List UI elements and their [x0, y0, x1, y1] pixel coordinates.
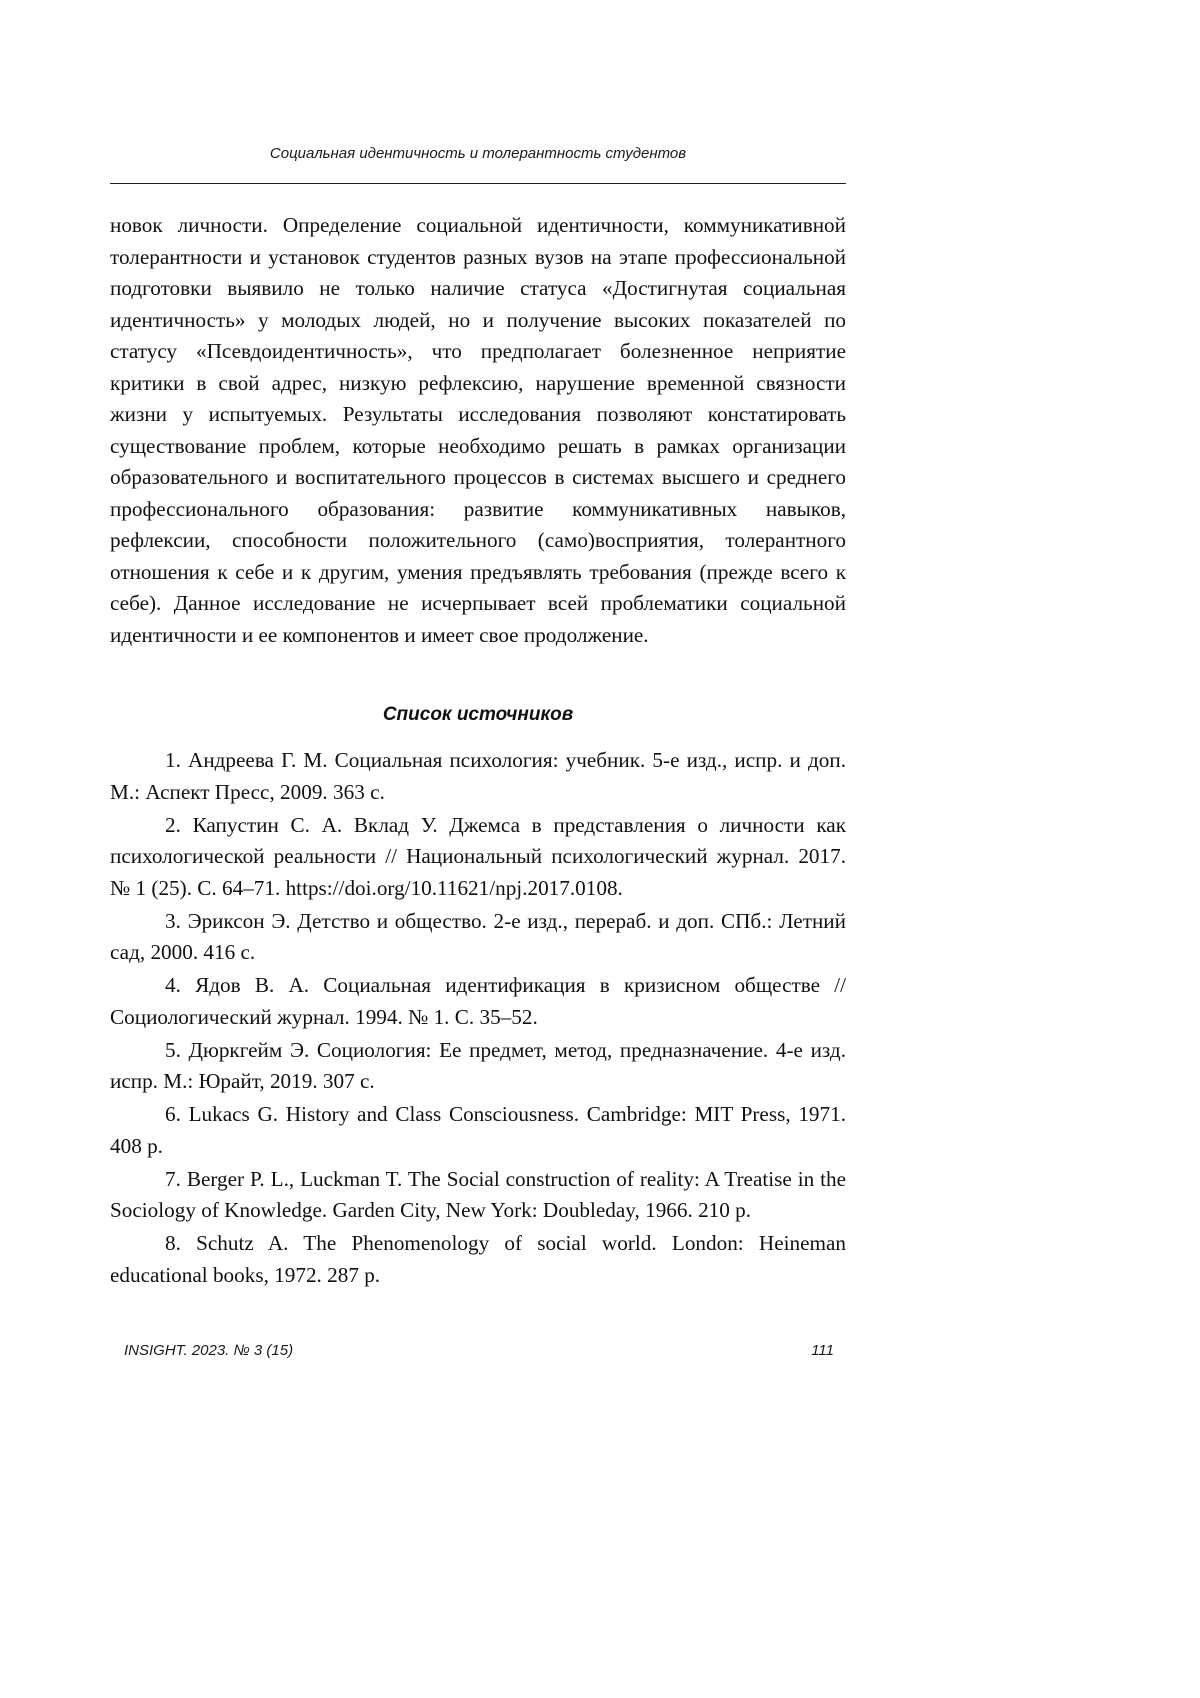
reference-item: 7. Berger P. L., Luckman T. The Social construction of reality: A Treatise in the Sociology of Knowledge. Garden City, New York: Doubleday, 1966. 210 p.	[110, 1164, 846, 1227]
body-text	[110, 210, 846, 651]
reference-item: 2. Капустин С. А. Вклад У. Джемса в представления о личности как психологической реальности // Национальный психологический журнал. 2017. № 1 (25). С. 64–71. https://doi.org/10.11621/npj.2017.0108.	[110, 810, 846, 905]
reference-item: 6. Lukacs G. History and Class Consciousness. Cambridge: MIT Press, 1971. 408 p.	[110, 1099, 846, 1162]
page-footer	[124, 1340, 834, 1362]
reference-item: 4. Ядов В. А. Социальная идентификация в кризисном обществе // Социологический журнал. 1994. № 1. С. 35–52.	[110, 970, 846, 1033]
reference-item: 8. Schutz A. The Phenomenology of social world. London: Heineman educational books, 1972. 287 p.	[110, 1228, 846, 1291]
reference-item: 1. Андреева Г. М. Социальная психология: учебник. 5-е изд., испр. и доп. М.: Аспект Пресс, 2009. 363 с.	[110, 745, 846, 808]
running-title: Социальная идентичность и толерантность студентов	[110, 143, 846, 165]
journal-citation: INSIGHT. 2023. № 3 (15)	[124, 1340, 293, 1362]
reference-item: 3. Эриксон Э. Детство и общество. 2-е изд., перераб. и доп. СПб.: Летний сад, 2000. 416 с.	[110, 906, 846, 969]
page-number: 111	[811, 1340, 834, 1362]
body-paragraph: новок личности. Определение социальной идентичности, коммуникативной толерантности и установок студентов разных вузов на этапе профессиональной подготовки выявило не только наличие статуса «Достигнутая социальная идентичность» у молодых людей, но и получение высоких показателей по статусу «Псевдоидентичность», что предполагает болезненное неприятие критики в свой адрес, низкую рефлексию, нарушение временной связности жизни у испытуемых. Результаты исследования позволяют констатировать существование проблем, которые необходимо решать в рамках организации образовательного и воспитательного процессов в системах высшего и среднего профессионального образования: развитие коммуникативных навыков, рефлексии, способности положительного (само)восприятия, толерантного отношения к себе и к другим, умения предъявлять требования (прежде всего к себе). Данное исследование не исчерпывает всей проблематики социальной идентичности и ее компонентов и имеет свое продолжение.	[110, 210, 846, 651]
reference-list	[110, 745, 846, 1293]
header-divider	[110, 183, 846, 184]
reference-item: 5. Дюркгейм Э. Социология: Ее предмет, метод, предназначение. 4-е изд. испр. М.: Юрайт, 2019. 307 с.	[110, 1035, 846, 1098]
references-title: Список источников	[110, 701, 846, 729]
